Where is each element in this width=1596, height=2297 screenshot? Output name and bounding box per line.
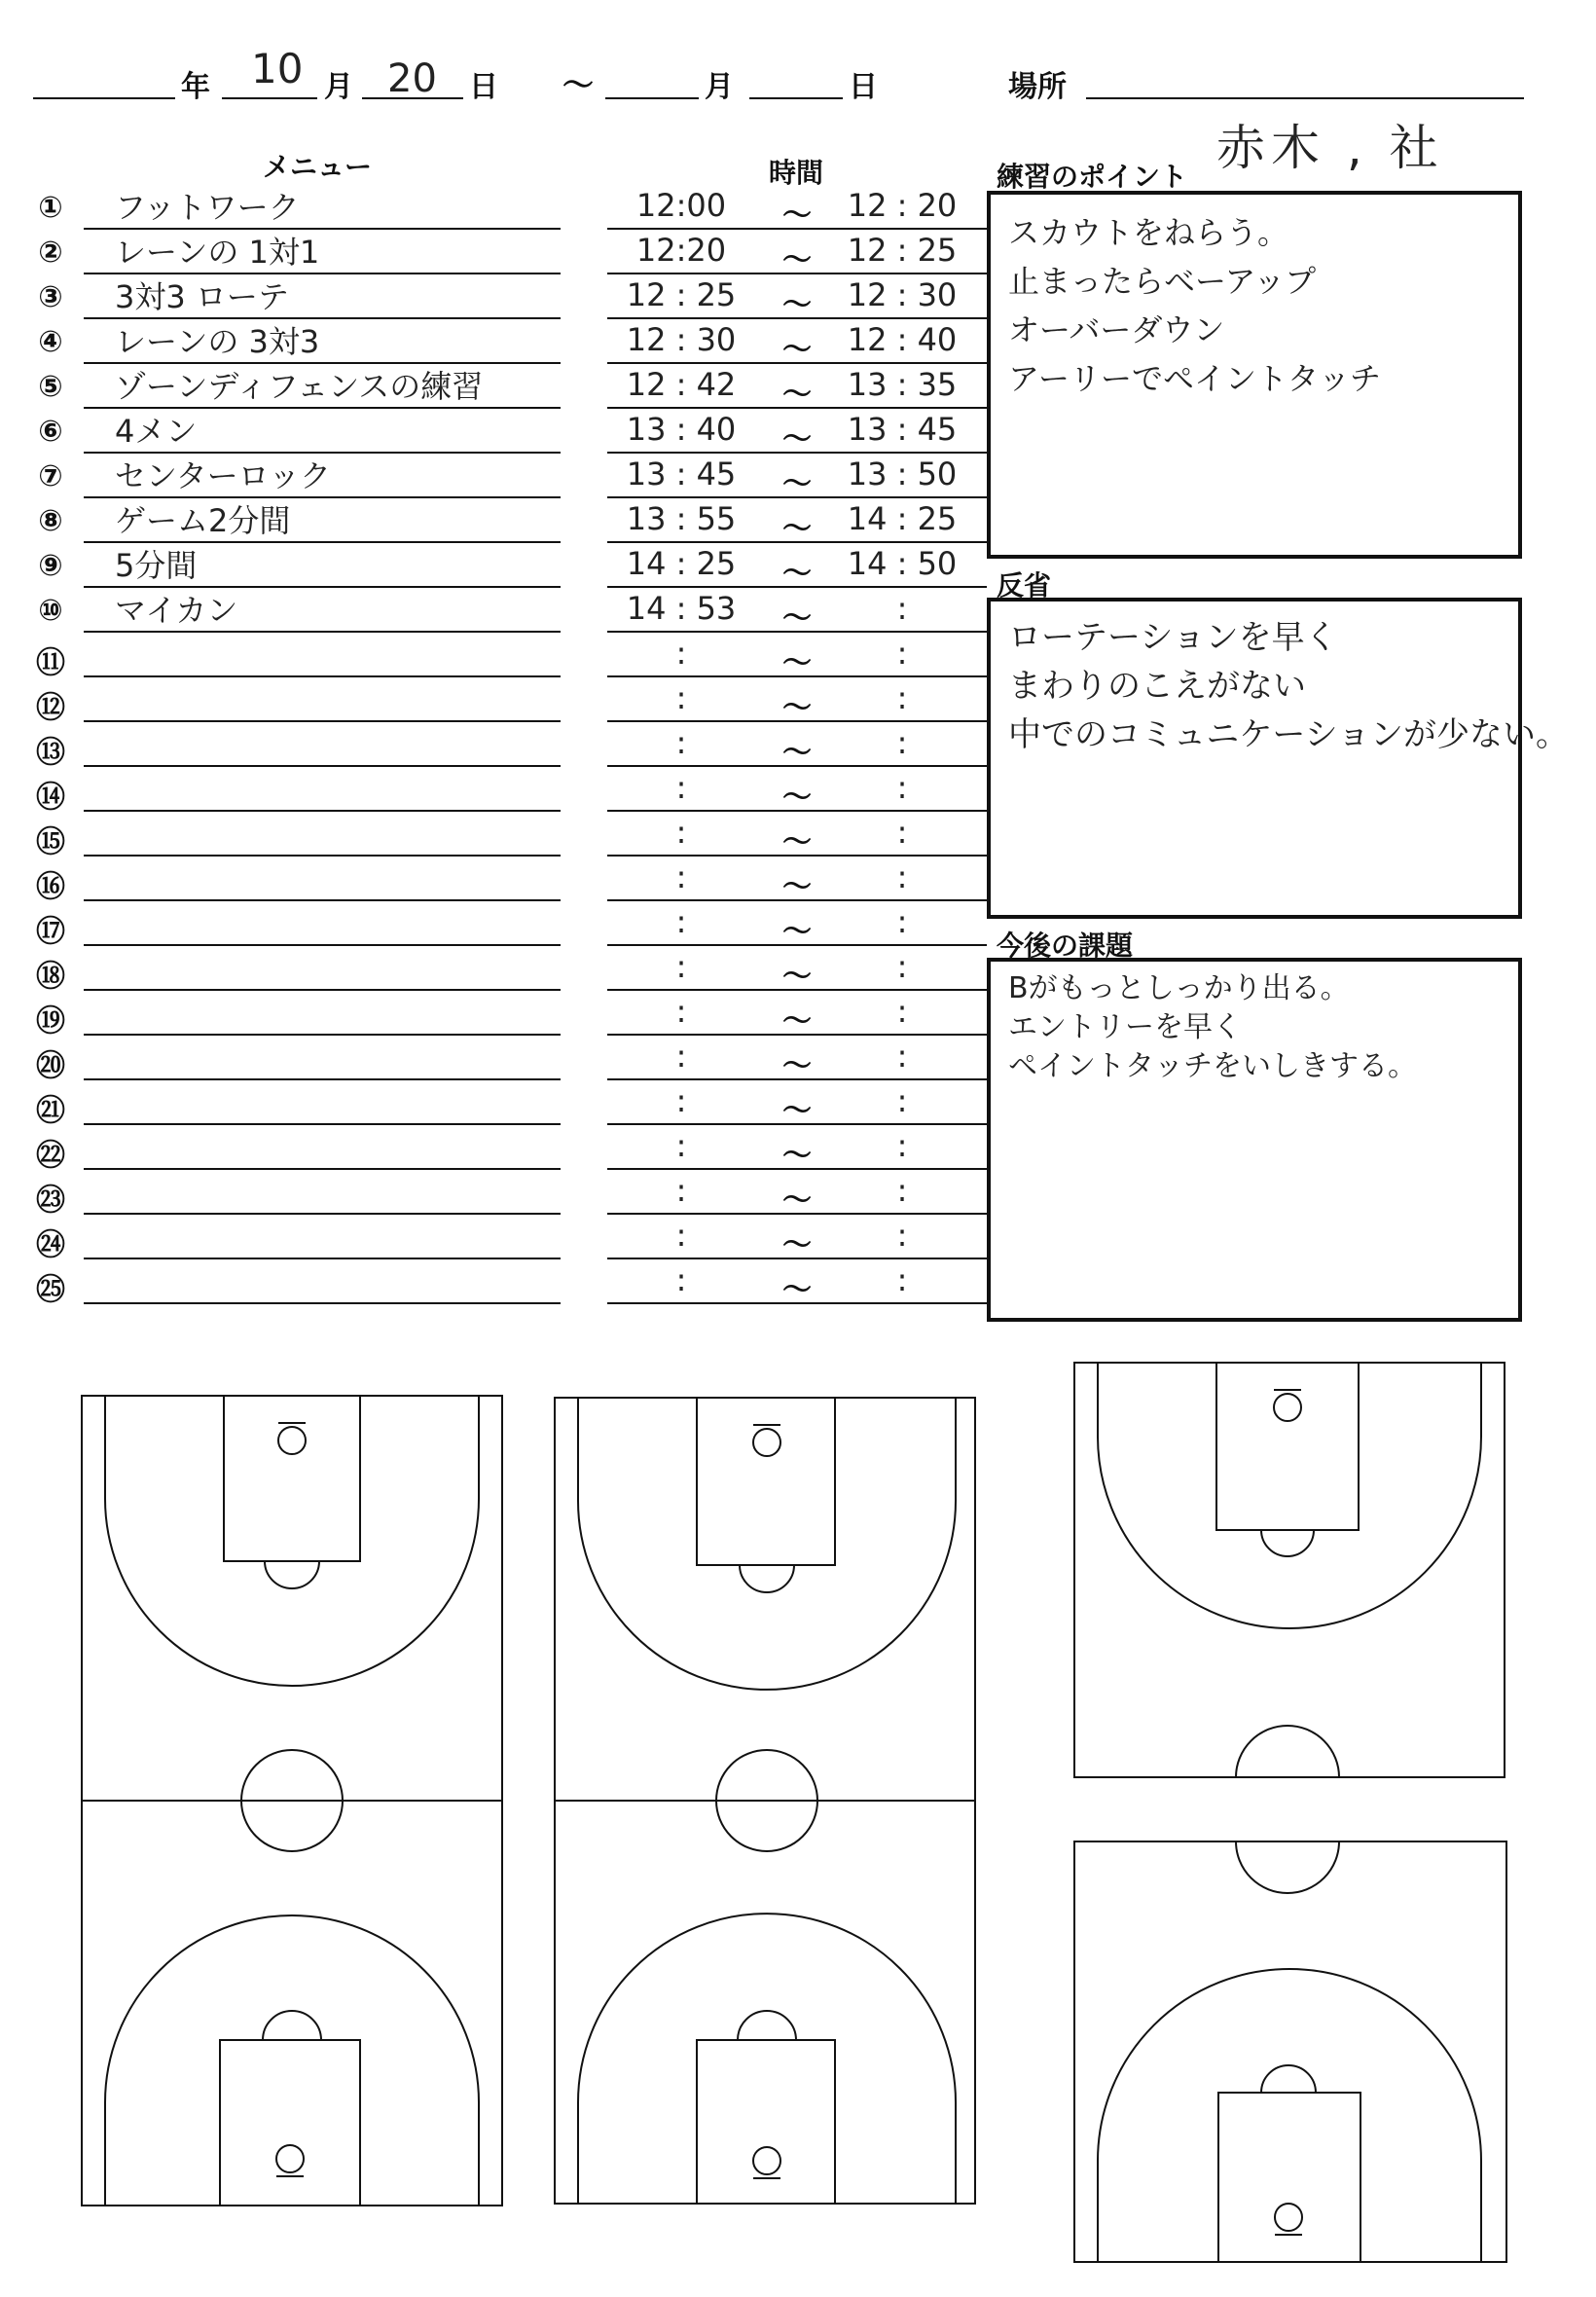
- row-number: ㉒: [36, 1139, 65, 1173]
- place-blank[interactable]: [1086, 97, 1524, 99]
- time-end: 12 : 30: [847, 276, 958, 313]
- end-month-blank[interactable]: [605, 97, 699, 99]
- menu-line[interactable]: [84, 675, 561, 677]
- full-court-diagram-left: [78, 1392, 506, 2209]
- year-blank[interactable]: [33, 97, 175, 99]
- time-start: :: [675, 1261, 687, 1298]
- row-number: ⑯: [36, 870, 65, 904]
- future-box[interactable]: [987, 958, 1522, 1322]
- time-separator: ～: [782, 467, 812, 501]
- time-start: 14 : 25: [626, 545, 737, 582]
- time-start: :: [675, 724, 687, 761]
- row-number: ⑳: [36, 1049, 65, 1083]
- time-heading: 時間: [769, 157, 824, 189]
- time-end: :: [896, 724, 908, 761]
- reflection-box[interactable]: [987, 598, 1569, 919]
- menu-line[interactable]: [84, 1168, 561, 1170]
- time-end: :: [896, 1261, 908, 1298]
- time-end: 12 : 25: [847, 232, 958, 269]
- time-separator: ～: [782, 1004, 812, 1039]
- row-number: ㉔: [36, 1228, 65, 1262]
- points-notes: [1008, 208, 1508, 403]
- time-line[interactable]: [607, 810, 987, 812]
- points-box[interactable]: [987, 191, 1522, 559]
- time-line[interactable]: [607, 407, 987, 409]
- time-start: 13 : 40: [626, 411, 737, 448]
- row-number: ⑥: [38, 415, 63, 449]
- time-line[interactable]: [607, 899, 987, 901]
- reflection-notes: [1008, 613, 1569, 759]
- menu-entry: マイカン: [115, 592, 238, 629]
- time-line[interactable]: [607, 1213, 987, 1215]
- menu-line[interactable]: [84, 631, 561, 633]
- time-end: :: [896, 679, 908, 716]
- time-separator: ～: [782, 736, 812, 770]
- time-line[interactable]: [607, 1302, 987, 1304]
- points-note-line: アーリーでペイントタッチ: [1008, 360, 1382, 397]
- place-value: 赤木 , 社: [1216, 120, 1444, 176]
- row-number: ④: [38, 325, 63, 359]
- row-number: ⑧: [38, 504, 63, 538]
- row-number: ⑬: [36, 736, 65, 770]
- start-day-value: 20: [387, 56, 437, 101]
- row-number: ⑪: [36, 646, 65, 680]
- menu-entry: 3対3 ローテ: [115, 278, 289, 315]
- future-notes: [1008, 969, 1512, 1086]
- time-line[interactable]: [607, 1258, 987, 1259]
- time-start: :: [675, 858, 687, 895]
- time-end: 14 : 50: [847, 545, 958, 582]
- end-day-label: 日: [849, 70, 878, 104]
- row-number: ⑮: [36, 825, 65, 859]
- time-separator: ～: [782, 557, 812, 591]
- row-number: ㉕: [36, 1273, 65, 1307]
- menu-entry: フットワーク: [115, 189, 300, 226]
- time-end: :: [896, 1172, 908, 1209]
- menu-entry: 4メン: [115, 413, 198, 450]
- half-court-diagram-bottom: [1070, 1838, 1510, 2266]
- row-number: ㉑: [36, 1094, 65, 1128]
- time-start: :: [675, 635, 687, 672]
- menu-line[interactable]: [84, 944, 561, 946]
- row-number: ⑫: [36, 691, 65, 725]
- menu-line[interactable]: [84, 1078, 561, 1080]
- row-number: ⑱: [36, 960, 65, 994]
- time-separator: ～: [782, 1094, 812, 1128]
- menu-line[interactable]: [84, 810, 561, 812]
- reflection-note-line: ローテーションを早く: [1008, 618, 1338, 657]
- row-number: ⑩: [38, 594, 63, 628]
- time-line[interactable]: [607, 586, 987, 588]
- time-separator: ～: [782, 915, 812, 949]
- time-separator: ～: [782, 333, 812, 367]
- time-separator: ～: [782, 870, 812, 904]
- reflection-heading: 反省: [997, 569, 1052, 602]
- time-end: :: [896, 1127, 908, 1164]
- time-end: :: [896, 903, 908, 940]
- time-start: 12 : 25: [626, 276, 737, 313]
- menu-line[interactable]: [84, 1034, 561, 1036]
- menu-line[interactable]: [84, 1258, 561, 1259]
- menu-line[interactable]: [84, 1213, 561, 1215]
- time-line[interactable]: [607, 855, 987, 857]
- time-start: :: [675, 903, 687, 940]
- time-separator: ～: [782, 1184, 812, 1218]
- end-day-blank[interactable]: [749, 97, 843, 99]
- time-start: :: [675, 679, 687, 716]
- start-month-value: 10: [251, 45, 304, 92]
- time-separator: ～: [782, 1139, 812, 1173]
- start-day-label: 日: [469, 70, 498, 104]
- row-number: ⑦: [38, 459, 63, 493]
- time-end: :: [896, 993, 908, 1030]
- start-month-blank[interactable]: [222, 97, 317, 99]
- time-separator: ～: [782, 1228, 812, 1262]
- time-line[interactable]: [607, 273, 987, 274]
- time-start: :: [675, 948, 687, 985]
- date-range-separator: ～: [562, 66, 595, 103]
- time-separator: ～: [782, 288, 812, 322]
- time-separator: ～: [782, 602, 812, 636]
- time-separator: ～: [782, 691, 812, 725]
- menu-line[interactable]: [84, 720, 561, 722]
- time-separator: ～: [782, 199, 812, 233]
- end-month-label: 月: [705, 70, 734, 104]
- time-line[interactable]: [607, 675, 987, 677]
- row-number: ⑰: [36, 915, 65, 949]
- time-separator: ～: [782, 1049, 812, 1083]
- row-number: ①: [38, 191, 63, 225]
- row-number: ⑭: [36, 781, 65, 815]
- time-separator: ～: [782, 646, 812, 680]
- time-start: :: [675, 1172, 687, 1209]
- time-start: :: [675, 1082, 687, 1119]
- menu-entry: レーンの 1対1: [115, 234, 320, 271]
- time-start: 14 : 53: [626, 590, 737, 627]
- time-line[interactable]: [607, 228, 987, 230]
- time-end: :: [896, 814, 908, 851]
- time-start: :: [675, 1217, 687, 1254]
- row-number: ②: [38, 236, 63, 270]
- menu-line[interactable]: [84, 765, 561, 767]
- time-separator: ～: [782, 512, 812, 546]
- time-start: :: [675, 1127, 687, 1164]
- future-note-line: エントリーを早く: [1008, 1010, 1242, 1044]
- row-number: ⑤: [38, 370, 63, 404]
- menu-line[interactable]: [84, 1123, 561, 1125]
- row-number: ⑨: [38, 549, 63, 583]
- time-end: 13 : 35: [847, 366, 958, 403]
- time-separator: ～: [782, 825, 812, 859]
- time-line[interactable]: [607, 944, 987, 946]
- time-start: :: [675, 769, 687, 806]
- menu-entry: ゲーム2分間: [115, 502, 291, 539]
- time-separator: ～: [782, 1273, 812, 1307]
- points-heading: 練習のポイント: [997, 161, 1188, 193]
- time-separator: ～: [782, 781, 812, 815]
- time-end: 13 : 50: [847, 456, 958, 492]
- time-start: :: [675, 1038, 687, 1075]
- time-separator: ～: [782, 243, 812, 277]
- time-separator: ～: [782, 960, 812, 994]
- row-number: ⑲: [36, 1004, 65, 1039]
- year-label: 年: [181, 70, 210, 104]
- menu-entry: センターロック: [115, 457, 332, 494]
- future-heading: 今後の課題: [997, 930, 1134, 962]
- time-end: 12 : 40: [847, 321, 958, 358]
- menu-line[interactable]: [84, 1302, 561, 1304]
- time-line[interactable]: [607, 631, 987, 633]
- time-line[interactable]: [607, 1078, 987, 1080]
- time-end: :: [896, 1217, 908, 1254]
- reflection-note-line: まわりのこえがない: [1008, 667, 1306, 706]
- place-label: 場所: [1008, 70, 1067, 104]
- row-number: ㉓: [36, 1184, 65, 1218]
- menu-entry: レーンの 3対3: [115, 323, 320, 360]
- row-number: ③: [38, 280, 63, 314]
- time-line[interactable]: [607, 989, 987, 991]
- menu-entry: ゾーンディフェンスの練習: [115, 368, 484, 405]
- time-end: :: [896, 590, 908, 627]
- half-court-diagram-top: [1070, 1359, 1508, 1781]
- time-start: 12:20: [635, 232, 727, 269]
- reflection-note-line: 中でのコミュニケーションが少ない。: [1008, 715, 1569, 754]
- time-start: :: [675, 814, 687, 851]
- time-line[interactable]: [607, 362, 987, 364]
- menu-line[interactable]: [84, 899, 561, 901]
- time-end: 14 : 25: [847, 500, 958, 537]
- start-month-label: 月: [324, 70, 353, 104]
- time-end: 13 : 45: [847, 411, 958, 448]
- time-line[interactable]: [607, 1034, 987, 1036]
- menu-entry: 5分間: [115, 547, 198, 584]
- full-court-diagram-middle: [551, 1394, 979, 2207]
- time-start: 13 : 55: [626, 500, 737, 537]
- time-end: :: [896, 769, 908, 806]
- time-start: :: [675, 993, 687, 1030]
- time-end: :: [896, 948, 908, 985]
- time-line[interactable]: [607, 541, 987, 543]
- time-line[interactable]: [607, 1123, 987, 1125]
- time-line[interactable]: [607, 1168, 987, 1170]
- time-line[interactable]: [607, 452, 987, 454]
- menu-heading: メニュー: [263, 151, 373, 183]
- future-note-line: ペイントタッチをいしきする。: [1008, 1049, 1417, 1083]
- time-start: 12:00: [635, 187, 727, 224]
- future-note-line: Bがもっとしっかり出る。: [1008, 971, 1350, 1005]
- time-line[interactable]: [607, 765, 987, 767]
- time-end: :: [896, 1082, 908, 1119]
- points-note-line: スカウトをねらう。: [1008, 214, 1289, 251]
- time-start: 12 : 42: [626, 366, 737, 403]
- time-start: 13 : 45: [626, 456, 737, 492]
- points-note-line: 止まったらベーアップ: [1008, 263, 1317, 300]
- time-start: 12 : 30: [626, 321, 737, 358]
- time-line[interactable]: [607, 720, 987, 722]
- time-line[interactable]: [607, 496, 987, 498]
- time-end: 12 : 20: [847, 187, 958, 224]
- time-separator: ～: [782, 378, 812, 412]
- time-line[interactable]: [607, 317, 987, 319]
- time-end: :: [896, 1038, 908, 1075]
- time-end: :: [896, 635, 908, 672]
- time-end: :: [896, 858, 908, 895]
- menu-line[interactable]: [84, 989, 561, 991]
- points-note-line: オーバーダウン: [1008, 311, 1225, 348]
- menu-line[interactable]: [84, 855, 561, 857]
- time-separator: ～: [782, 422, 812, 456]
